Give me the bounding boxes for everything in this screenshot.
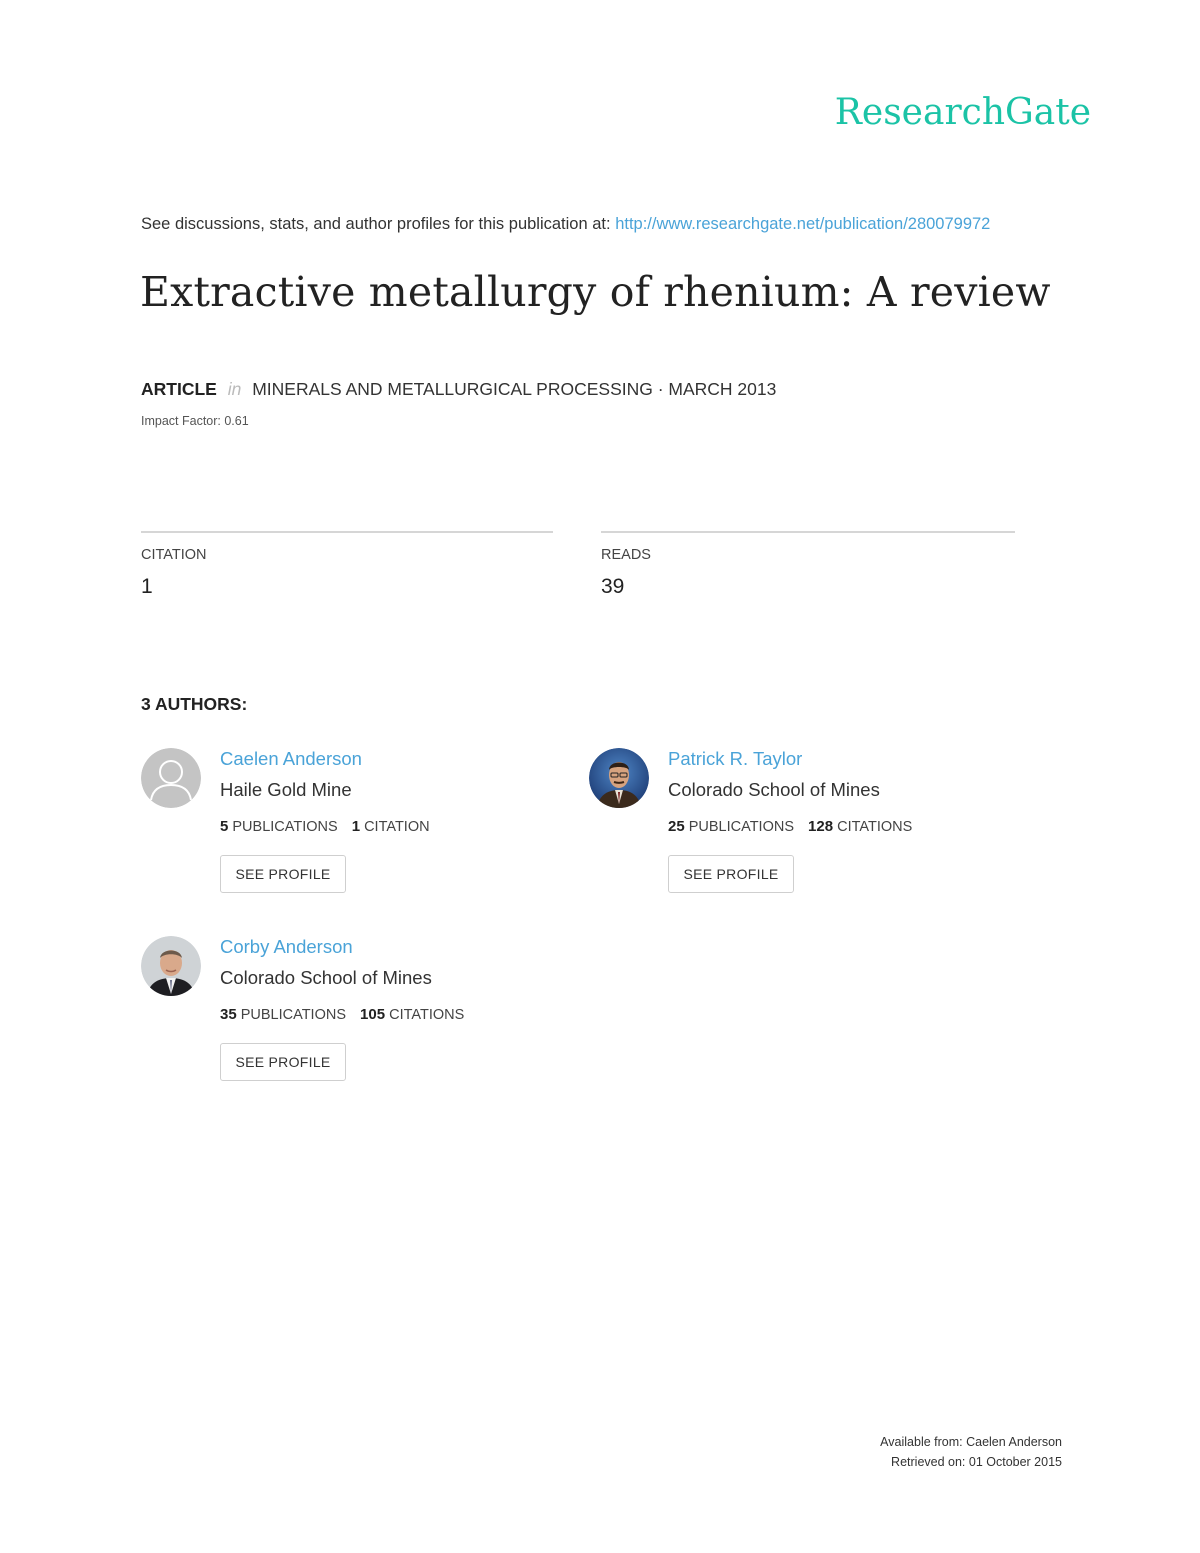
author-name[interactable]: Caelen Anderson	[220, 748, 362, 769]
author-counts	[668, 818, 912, 835]
citations-count: 105	[360, 1006, 386, 1023]
see-profile-button[interactable]: SEE PROFILE	[220, 1043, 346, 1081]
reads-value: 39	[601, 575, 625, 598]
citation-label: CITATION	[141, 547, 207, 563]
discussion-line	[141, 215, 990, 234]
publication-link[interactable]: http://www.researchgate.net/publication/280079972	[615, 215, 991, 233]
default-avatar-icon[interactable]	[141, 748, 201, 808]
authors-heading: 3 AUTHORS:	[141, 694, 248, 714]
discussion-text: See discussions, stats, and author profiles for this publication at:	[141, 215, 611, 233]
impact-factor: Impact Factor: 0.61	[141, 414, 249, 428]
author-counts	[220, 1006, 464, 1023]
in-word: in	[227, 379, 242, 399]
publication-type: ARTICLE	[141, 379, 217, 399]
researchgate-logo[interactable]: ResearchGate	[834, 92, 1091, 133]
citation-value: 1	[141, 575, 153, 598]
citation-divider	[141, 531, 553, 533]
citations-label: CITATION	[364, 819, 430, 835]
venue-date: MINERALS AND METALLURGICAL PROCESSING · MARCH 2013	[252, 379, 777, 399]
available-from: Available from: Caelen Anderson	[880, 1435, 1062, 1449]
author-affiliation: Colorado School of Mines	[220, 967, 432, 988]
publication-meta	[141, 379, 776, 400]
citations-label: CITATIONS	[837, 819, 913, 835]
see-profile-button[interactable]: SEE PROFILE	[668, 855, 794, 893]
publication-title: Extractive metallurgy of rhenium: A review	[140, 268, 1051, 316]
author-photo[interactable]	[589, 748, 649, 808]
citations-count: 1	[351, 818, 361, 835]
citations-count: 128	[808, 818, 834, 835]
reads-divider	[601, 531, 1015, 533]
publications-count: 35	[220, 1006, 237, 1023]
author-photo[interactable]	[141, 936, 201, 996]
publications-count: 5	[220, 818, 229, 835]
author-name[interactable]: Patrick R. Taylor	[668, 748, 803, 769]
reads-label: READS	[601, 547, 651, 563]
retrieved-on: Retrieved on: 01 October 2015	[891, 1455, 1062, 1469]
citations-label: CITATIONS	[389, 1007, 465, 1023]
publications-label: PUBLICATIONS	[688, 819, 794, 835]
author-name[interactable]: Corby Anderson	[220, 936, 353, 957]
author-affiliation: Haile Gold Mine	[220, 779, 352, 800]
publications-label: PUBLICATIONS	[232, 819, 338, 835]
author-counts	[220, 818, 430, 835]
author-affiliation: Colorado School of Mines	[668, 779, 880, 800]
publications-label: PUBLICATIONS	[240, 1007, 346, 1023]
publications-count: 25	[668, 818, 685, 835]
see-profile-button[interactable]: SEE PROFILE	[220, 855, 346, 893]
